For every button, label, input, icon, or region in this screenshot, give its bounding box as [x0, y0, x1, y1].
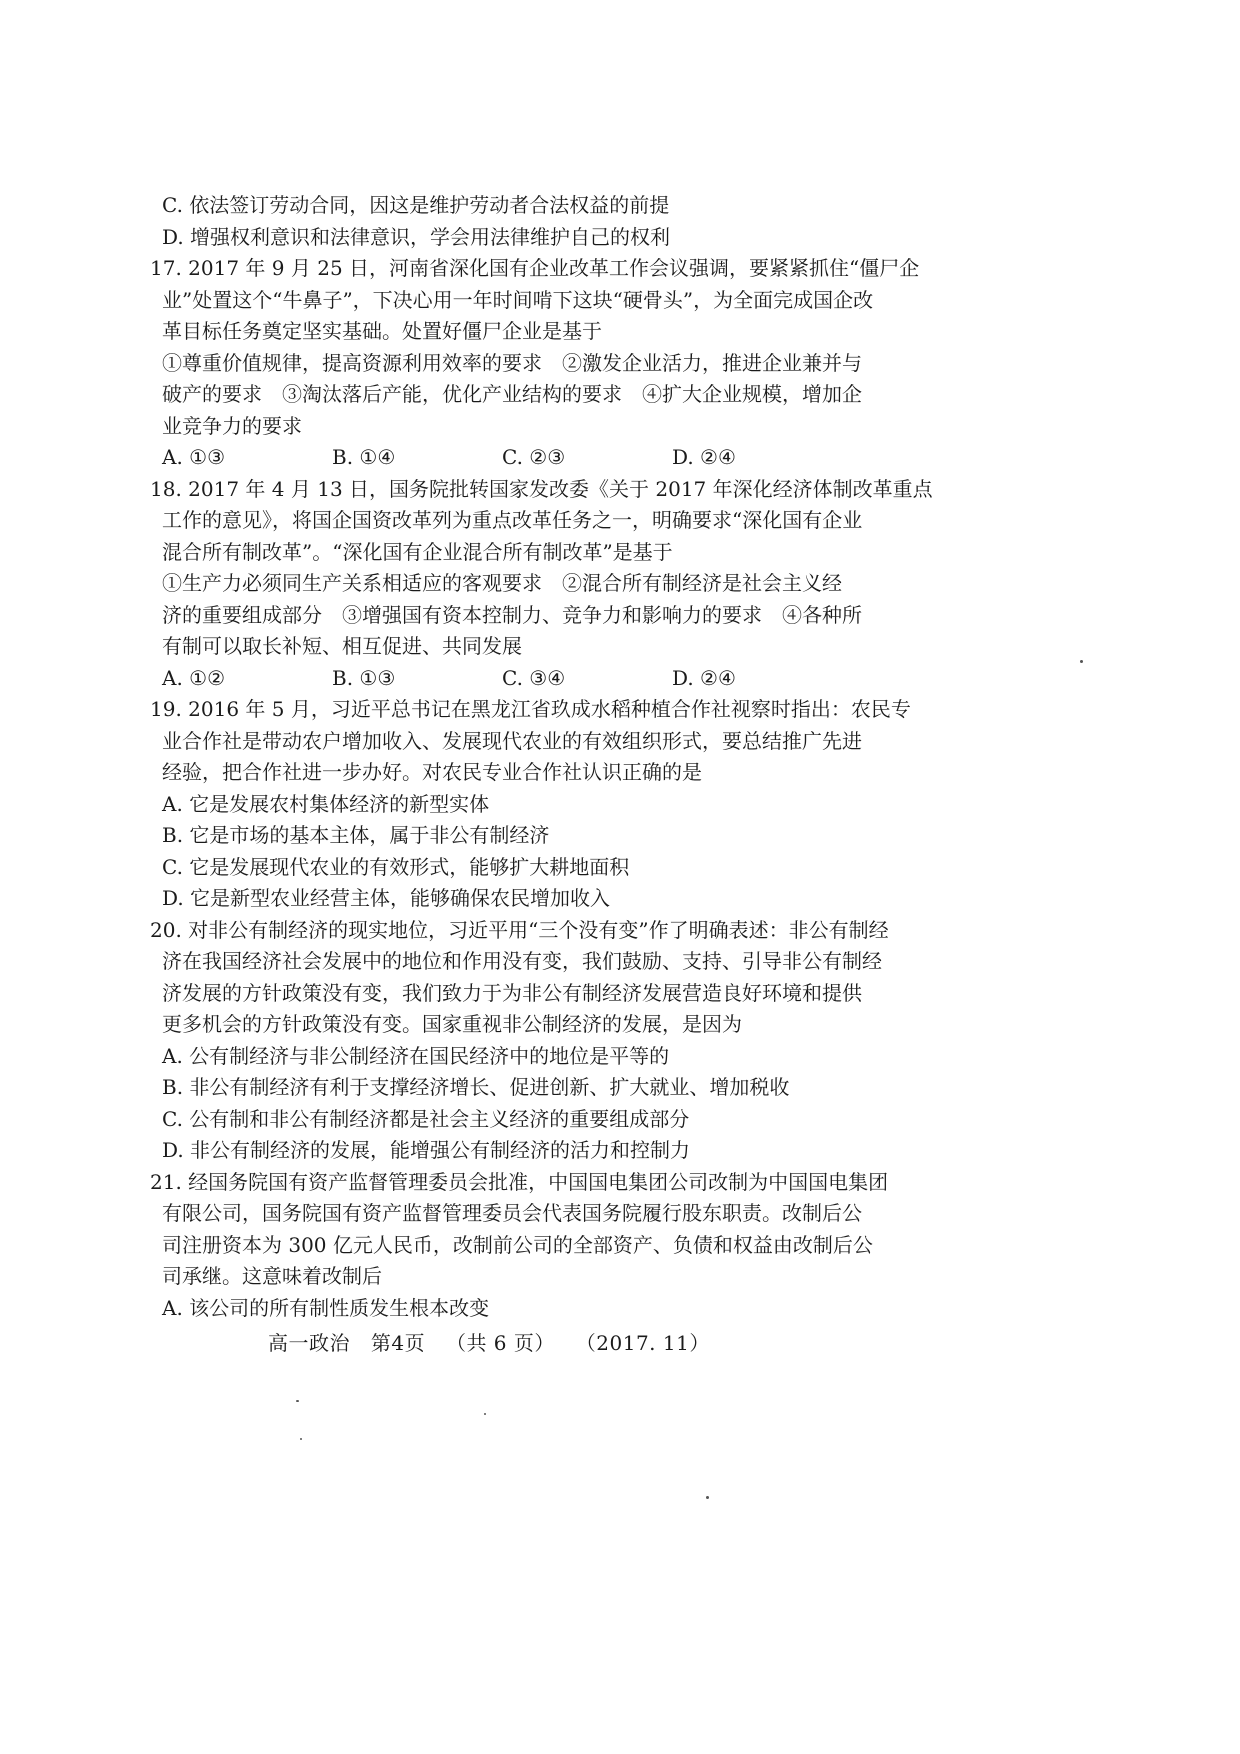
q17-stem-line: 革目标任务奠定坚实基础。处置好僵尸企业是基于: [162, 319, 602, 343]
q16-option-c: C. 依法签订劳动合同，因这是维护劳动者合法权益的前提: [162, 193, 670, 217]
q21-stem-line: 有限公司，国务院国有资产监督管理委员会代表国务院履行股东职责。改制后公: [162, 1201, 862, 1225]
q17-item-line: ①尊重价值规律，提高资源利用效率的要求 ②激发企业活力，推进企业兼并与: [162, 350, 862, 375]
q20-stem-line: 更多机会的方针政策没有变。国家重视非公制经济的发展，是因为: [162, 1012, 742, 1036]
footer-total-pages: （共 6 页）: [445, 1331, 555, 1355]
q19-stem-line: 经验，把合作社进一步办好。对农民专业合作社认识正确的是: [162, 760, 702, 784]
question-21: [150, 1167, 889, 1325]
page-footer: [268, 1327, 724, 1356]
footer-date: （2017. 11）: [575, 1331, 710, 1355]
q17-choice-a: A. ①③: [162, 445, 226, 469]
scan-speck: [1080, 660, 1083, 663]
footer-page-number: 第4页: [370, 1331, 426, 1355]
q18-choice-b: B. ①③: [332, 665, 396, 690]
q18-choice-a: A. ①②: [162, 665, 226, 690]
q18-item-line: ①生产力必须同生产关系相适应的客观要求 ②混合所有制经济是社会主义经: [162, 571, 842, 595]
q21-stem-line: 21. 经国务院国有资产监督管理委员会批准，中国国电集团公司改制为中国国电集团: [150, 1169, 889, 1194]
q20-option-b: B. 非公有制经济有利于支撑经济增长、促进创新、扩大就业、增加税收: [162, 1075, 790, 1099]
question-19: [150, 694, 911, 915]
page-content: [150, 190, 933, 1324]
q17-choice-c: C. ②③: [502, 445, 566, 469]
q19-option-a: A. 它是发展农村集体经济的新型实体: [162, 791, 490, 816]
q20-stem-line: 20. 对非公有制经济的现实地位，习近平用“三个没有变”作了明确表述：非公有制经: [150, 917, 889, 942]
q17-choices: [150, 442, 842, 474]
q18-choice-c: C. ③④: [502, 665, 566, 690]
q18-choice-d: D. ②④: [672, 665, 736, 690]
q19-option-b: B. 它是市场的基本主体，属于非公有制经济: [162, 823, 550, 847]
q19-stem-line: 19. 2016 年 5 月，习近平总书记在黑龙江省玖成水稻种植合作社视察时指出：农民专: [150, 697, 911, 721]
q17-stem-line: 业”处置这个“牛鼻子”，下决心用一年时间啃下这块“硬骨头”，为全面完成国企改: [162, 287, 874, 312]
q21-stem-line: 司注册资本为 300 亿元人民币，改制前公司的全部资产、负债和权益由改制后公: [162, 1232, 873, 1257]
q20-stem-line: 济在我国经济社会发展中的地位和作用没有变，我们鼓励、支持、引导非公有制经: [162, 949, 882, 973]
q18-item-line: 济的重要组成部分 ③增强国有资本控制力、竞争力和影响力的要求 ④各种所: [162, 602, 862, 627]
q20-option-c: C. 公有制和非公有制经济都是社会主义经济的重要组成部分: [162, 1106, 690, 1131]
q19-option-d: D. 它是新型农业经营主体，能够确保农民增加收入: [162, 886, 611, 910]
q20-option-d: D. 非公有制经济的发展，能增强公有制经济的活力和控制力: [162, 1138, 691, 1162]
q19-option-c: C. 它是发展现代农业的有效形式，能够扩大耕地面积: [162, 854, 630, 879]
q17-choice-d: D. ②④: [672, 445, 736, 469]
q18-choices: [150, 663, 842, 695]
q18-stem-line: 18. 2017 年 4 月 13 日，国务院批转国家发改委《关于 2017 年深化经济体制改革重点: [150, 476, 933, 501]
q20-stem-line: 济发展的方针政策没有变，我们致力于为非公有制经济发展营造良好环境和提供: [162, 980, 862, 1005]
scan-speck: [706, 1496, 709, 1499]
q16-option-d: D. 增强权利意识和法律意识，学会用法律维护自己的权利: [162, 224, 671, 249]
question-17: [150, 253, 920, 474]
question-18: [150, 474, 933, 695]
q21-stem-line: 司承继。这意味着改制后: [162, 1264, 382, 1288]
q17-stem-line: 17. 2017 年 9 月 25 日，河南省深化国有企业改革工作会议强调，要紧紧抓住“僵尸企: [150, 256, 920, 280]
q18-item-line: 有制可以取长补短、相互促进、共同发展: [162, 634, 522, 658]
footer-subject: 高一政治: [268, 1331, 350, 1355]
q18-stem-line: 工作的意见》，将国企国资改革列为重点改革任务之一，明确要求“深化国有企业: [162, 508, 863, 532]
q17-item-line: 业竞争力的要求: [162, 413, 302, 438]
q20-option-a: A. 公有制经济与非公制经济在国民经济中的地位是平等的: [162, 1043, 670, 1068]
q19-stem-line: 业合作社是带动农户增加收入、发展现代农业的有效组织形式，要总结推广先进: [162, 728, 862, 753]
q21-option-a: A. 该公司的所有制性质发生根本改变: [162, 1295, 490, 1320]
scan-speck: [484, 1413, 486, 1415]
q17-choice-b: B. ①④: [332, 445, 396, 469]
scan-speck: [296, 1400, 299, 1402]
q18-stem-line: 混合所有制改革”。“深化国有企业混合所有制改革”是基于: [162, 539, 673, 564]
q17-item-line: 破产的要求 ③淘汰落后产能，优化产业结构的要求 ④扩大企业规模，增加企: [162, 382, 862, 406]
scan-speck: [300, 1438, 302, 1440]
question-20: [150, 915, 889, 1167]
